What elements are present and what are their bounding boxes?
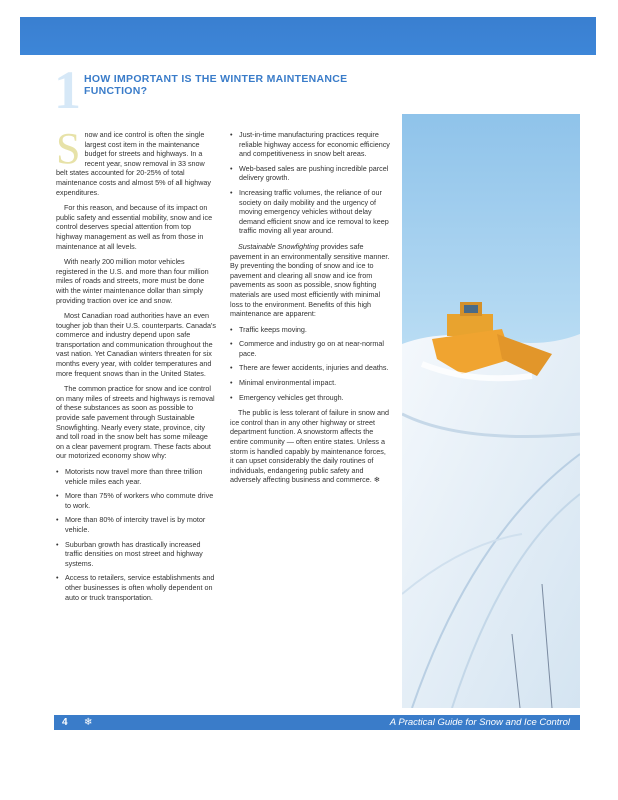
- paragraph: Sustainable Snowfighting provides safe pavement in an environmentally sensitive manner. By preventing the bonding of snow and ice to pavement and clearing all snow and ice from pavements as soon as possible, snow fighting materials are used most efficiently with minimal loss to the environment. Benefits of this high maintenance are apparent:: [230, 241, 390, 319]
- left-column: [56, 124, 216, 608]
- list-item: • Traffic keeps moving.: [230, 325, 390, 335]
- list-item: • Motorists now travel more than three trillion vehicle miles each year.: [56, 467, 216, 486]
- drop-cap: S: [56, 124, 81, 173]
- list-item: • Web-based sales are pushing incredible parcel delivery growth.: [230, 164, 390, 183]
- guide-title: A Practical Guide for Snow and Ice Control: [389, 717, 570, 728]
- list-item: • More than 75% of workers who commute drive to work.: [56, 491, 216, 510]
- list-item: • There are fewer accidents, injuries and deaths.: [230, 363, 390, 373]
- intro-paragraph: Snow and ice control is often the single largest cost item in the maintenance budget for streets and highways. In a recent year, snow removal in 33 snow belt states accounted for 20-25% of total maintenance costs and almost 5% of all highway expenditures.: [56, 124, 212, 197]
- paragraph: For this reason, and because of its impact on public safety and essential mobility, snow and ice control deserves special attention from top highway management as well as from those in maintenance at all levels.: [56, 203, 213, 251]
- bullet-list: [56, 467, 216, 602]
- list-item: • More than 80% of intercity travel is by motor vehicle.: [56, 515, 216, 534]
- paragraph: The public is less tolerant of failure in snow and ice control than in any other highway or street department function. A snowstorm affects the entire community — often entire states. Unless a storm is handled capably by maintenance forces, it can upset considerably the daily routines of individuals, endangering public safety and adversely affecting business and commerce. ❄: [230, 408, 390, 485]
- footer-bar: [54, 715, 580, 730]
- list-item: • Emergency vehicles get through.: [230, 393, 390, 403]
- list-item: • Just-in-time manufacturing practices require reliable highway access for economic efficiency and competitiveness in snow belt areas.: [230, 130, 390, 159]
- snowflake-icon: ❄: [373, 475, 380, 485]
- list-item: • Increasing traffic volumes, the reliance of our society on daily mobility and the urgency of moving emergency vehicles without delay demand efficient snow and ice removal to keep traffic moving all year around.: [230, 188, 390, 236]
- list-item: • Commerce and industry go on at near-normal pace.: [230, 339, 390, 358]
- bullet-list: [230, 130, 390, 236]
- paragraph: Most Canadian road authorities have an even tougher job than their U.S. counterparts. Canada's commerce and industry depend upon safe transportation and communication throughout the vast nation. Yet Canadian winters threaten for six months every year, with colder temperatures and more frequent snows than in the United States.: [56, 311, 216, 378]
- snowflake-icon: ❄: [84, 717, 93, 728]
- page-number: 4: [62, 717, 68, 728]
- list-item: • Suburban growth has drastically increased traffic densities on most street and highway systems.: [56, 540, 216, 569]
- header-band: [20, 17, 596, 55]
- middle-column: [230, 130, 390, 491]
- paragraph: With nearly 200 million motor vehicles registered in the U.S. and more than four million miles of roads and streets, more must be done with the winter maintenance dollar than simply providing traction over ice and snow.: [56, 257, 209, 305]
- benefits-list: [230, 325, 390, 403]
- snowplow-photo: [402, 114, 580, 708]
- section-title: HOW IMPORTANT IS THE WINTER MAINTENANCE FUNCTION?: [84, 73, 348, 97]
- list-item: • Access to retailers, service establishments and other businesses is often wholly dependent on auto or truck transportation.: [56, 573, 216, 602]
- paragraph: The common practice for snow and ice control on many miles of streets and highways is removal of these substances as soon as possible to provide safe pavement through Sustainable Snowfighting. Nearly every state, province, city and toll road in the snow belt has some mileage on a clear pavement program. These facts about our motorized economy show why:: [56, 384, 215, 461]
- section-number: 1: [54, 60, 81, 120]
- snowplow-illustration: [402, 114, 580, 708]
- list-item: • Minimal environmental impact.: [230, 378, 390, 388]
